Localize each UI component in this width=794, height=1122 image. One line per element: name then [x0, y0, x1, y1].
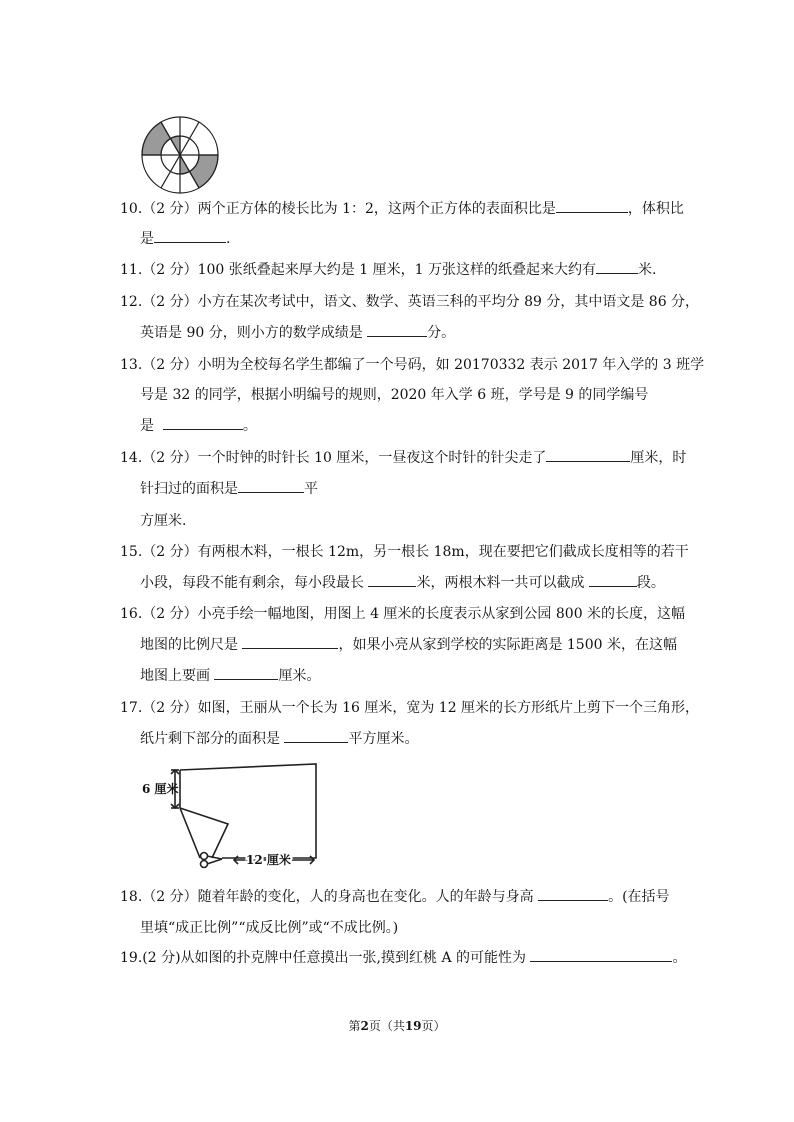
answer-blank[interactable]: [163, 413, 243, 430]
answer-blank[interactable]: [154, 226, 226, 243]
answer-blank[interactable]: [284, 726, 348, 743]
scissors-icon: [201, 853, 208, 860]
answer-blank[interactable]: [242, 632, 338, 649]
answer-blank[interactable]: [589, 570, 637, 587]
answer-blank[interactable]: [546, 445, 630, 462]
answer-blank[interactable]: [596, 257, 638, 274]
answer-blank[interactable]: [538, 884, 608, 901]
answer-blank[interactable]: [238, 476, 304, 493]
answer-blank[interactable]: [556, 196, 628, 213]
label-12cm: 12 厘米: [246, 853, 291, 867]
paper-outline: [180, 764, 316, 858]
spinner-figure: [134, 116, 226, 194]
answer-blank[interactable]: [214, 663, 278, 680]
label-6cm: 6 厘米: [142, 782, 179, 796]
answer-blank[interactable]: [530, 945, 672, 962]
answer-blank[interactable]: [368, 570, 416, 587]
cut-paper-figure: [138, 760, 324, 870]
page-footer: 第2页（共19页）: [348, 1019, 446, 1033]
cut-triangle: [180, 808, 228, 858]
answer-blank[interactable]: [367, 320, 427, 337]
